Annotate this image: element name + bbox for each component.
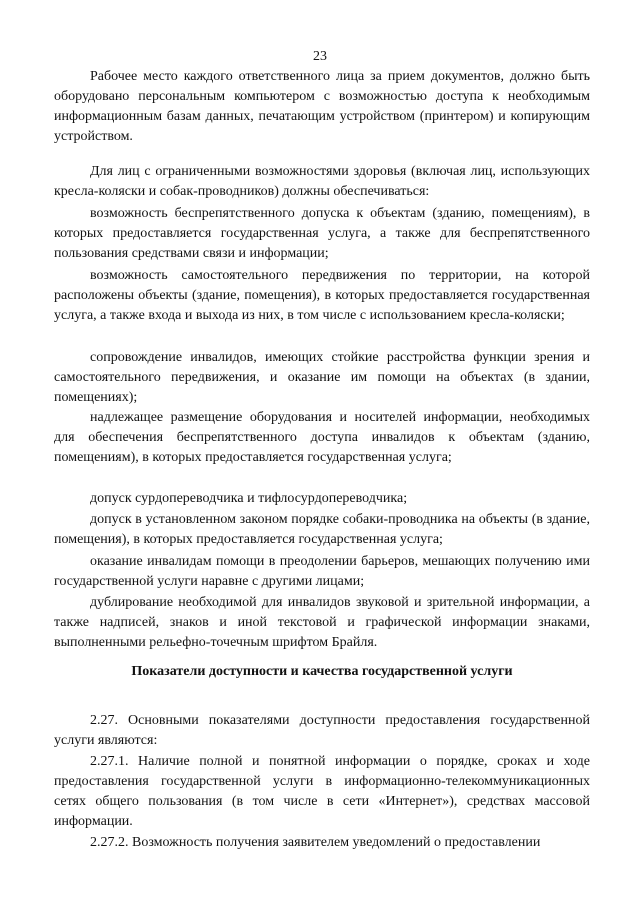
paragraph-2-27-1: 2.27.1. Наличие полной и понятной информации о порядке, сроках и ходе предоставления государственной услуги в информационно-телекоммуникационных сетях общего пользования (в том числе в сети «Интернет»), средствах массовой информации. bbox=[54, 754, 590, 829]
list-item-guide-dog: допуск в установленном законом порядке собаки-проводника на объекты (в здание, помещения), в которых предоставляется государственная услуга; bbox=[54, 512, 590, 547]
list-item-interpreter: допуск сурдопереводчика и тифлосурдопереводчика; bbox=[90, 491, 408, 506]
paragraph-2-27: 2.27. Основными показателями доступности предоставления государственной услуги являются: bbox=[54, 713, 590, 748]
paragraph-2-27-2: 2.27.2. Возможность получения заявителем уведомлений о предоставлении bbox=[90, 835, 541, 850]
paragraph-workplace: Рабочее место каждого ответственного лица за прием документов, должно быть оборудовано персональным компьютером с возможностью доступа к необходимым информационным базам данных, печатающим устройством (принтером) и копирующим устройством. bbox=[54, 69, 590, 144]
paragraph-disabled-intro: Для лиц с ограниченными возможностями здоровья (включая лиц, использующих кресла-коляски и собак-проводников) должны обеспечиваться: bbox=[54, 164, 590, 199]
list-item-braille: дублирование необходимой для инвалидов звуковой и зрительной информации, а также надписей, знаков и иной текстовой и графической информации знаками, выполненными рельефно-точечным шрифтом Брайля. bbox=[54, 595, 590, 650]
list-item-movement: возможность самостоятельного передвижения по территории, на которой расположены объекты (здание, помещения), в которых предоставляется государственная услуга, а также входа и выхода из них, в том числе с использованием кресла-коляски; bbox=[54, 268, 590, 323]
list-item-escort: сопровождение инвалидов, имеющих стойкие расстройства функции зрения и самостоятельного передвижения, и оказание им помощи на объектах (в здании, помещениях); bbox=[54, 350, 590, 405]
list-item-assistance: оказание инвалидам помощи в преодолении барьеров, мешающих получению ими государственной услуги наравне с другими лицами; bbox=[54, 554, 590, 589]
section-heading: Показатели доступности и качества государственной услуги bbox=[131, 664, 513, 679]
list-item-access: возможность беспрепятственного допуска к объектам (зданию, помещениям), в которых предоставляется государственная услуга, а также для беспрепятственного пользования средствами связи и информации; bbox=[54, 206, 590, 261]
page-number: 23 bbox=[313, 49, 327, 64]
list-item-equipment: надлежащее размещение оборудования и носителей информации, необходимых для обеспечения беспрепятственного доступа инвалидов к объектам (зданию, помещениям), в которых предоставляется государственная услуга; bbox=[54, 410, 590, 465]
